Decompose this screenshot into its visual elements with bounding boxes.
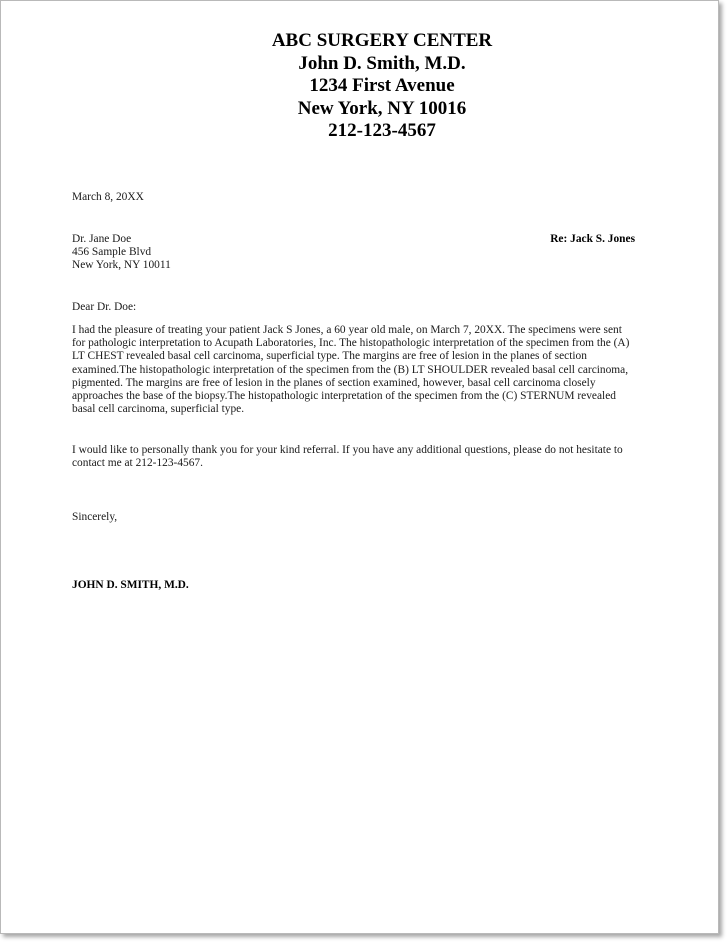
city-state-zip: New York, NY 10016: [297, 97, 467, 119]
paragraph-line: pigmented. The margins are free of lesion in the planes of section examined, however, basal cell carcinoma closely: [72, 376, 596, 389]
paragraph-line: examined.The histopathologic interpretation of the specimen from the (B) LT SHOULDER revealed basal cell carcinoma,: [72, 363, 629, 376]
closing: Sincerely,: [72, 511, 118, 523]
street-address: 1234 First Avenue: [309, 75, 455, 96]
paragraph-line: basal cell carcinoma, superficial type.: [72, 403, 245, 416]
re-subject: Re: Jack S. Jones: [550, 233, 635, 245]
paragraph-line: I would like to personally thank you for your kind referral. If you have any additional questions, please do not hesitate to: [72, 444, 623, 456]
phone-number: 212-123-4567: [328, 120, 436, 141]
paragraph-line: contact me at 212-123-4567.: [72, 457, 203, 470]
letterhead: [1, 30, 728, 143]
paragraph-line: I had the pleasure of treating your patient Jack S Jones, a 60 year old male, on March 7, 20XX. The specimens were sent: [72, 324, 622, 336]
paragraph-line: LT CHEST revealed basal cell carcinoma, superficial type. The margins are free of lesion in the planes of section: [72, 350, 587, 363]
recipient-city: New York, NY 10011: [72, 259, 171, 272]
doctor-name: John D. Smith, M.D.: [298, 52, 466, 74]
body-paragraph-1: [72, 324, 629, 416]
signature-name: JOHN D. SMITH, M.D.: [72, 579, 189, 591]
recipient-address: [72, 233, 171, 273]
paragraph-line: for pathologic interpretation to Acupath Laboratories, Inc. The histopathologic interpretation of the specimen from the (A): [72, 337, 630, 350]
letter-date: March 8, 20XX: [72, 191, 144, 203]
recipient-name: Dr. Jane Doe: [72, 233, 132, 245]
paragraph-line: approaches the base of the biopsy.The histopathologic interpretation of the specimen from the (C) STERNUM revealed: [72, 390, 616, 403]
salutation: Dear Dr. Doe:: [72, 301, 137, 313]
recipient-street: 456 Sample Blvd: [72, 246, 152, 259]
body-paragraph-2: [72, 444, 623, 470]
center-name: ABC SURGERY CENTER: [271, 30, 493, 51]
